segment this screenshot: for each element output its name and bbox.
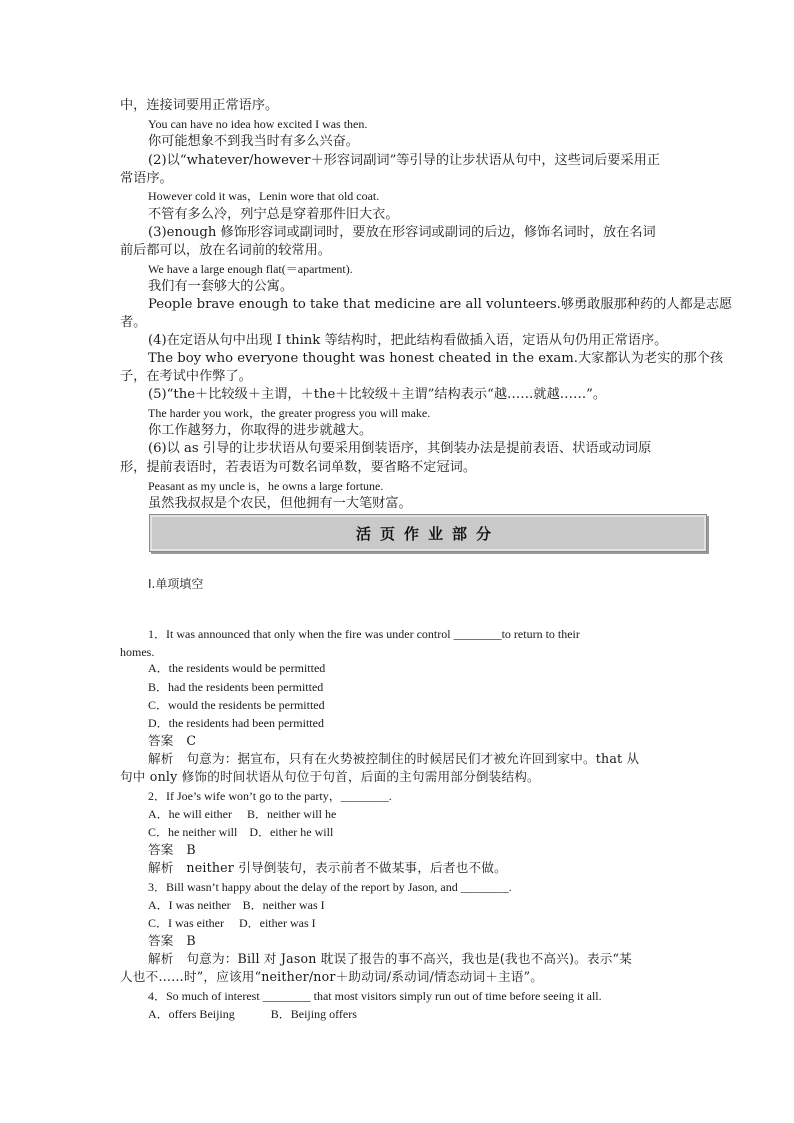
text-line: 我们有一套够大的公寓。	[148, 279, 294, 294]
text-line: 常语序。	[120, 171, 173, 186]
text-line: 前后都可以，放在名词前的较常用。	[120, 243, 331, 258]
text-line: C．I was either D．either was I	[148, 916, 316, 930]
text-line: 4．So much of interest ________ that most visitors simply run out of time before seeing it all.	[148, 989, 602, 1003]
text-line: 2．If Joe’s wife won’t go to the party，________.	[148, 789, 392, 803]
text-line: 解析 neither 引导倒装句，表示前者不做某事，后者也不做。	[148, 860, 507, 875]
text-line: C．would the residents be permitted	[148, 698, 325, 712]
text-line: (4)在定语从句中出现 I think 等结构时，把此结构看做插入语，定语从句仍用正常语序。	[148, 333, 668, 348]
text-line: D．the residents had been permitted	[148, 716, 324, 730]
text-line: 解析 句意为：据宣布，只有在火势被控制住的时候居民们才被允许回到家中。that 从	[148, 751, 640, 766]
text-line: 形，提前表语时，若表语为可数名词单数，要省略不定冠词。	[120, 460, 477, 475]
text-line: The harder you work，the greater progress you will make.	[148, 406, 431, 420]
text-line: However cold it was，Lenin wore that old coat.	[148, 189, 380, 203]
text-line: 者。	[120, 315, 147, 330]
text-line: 句中 only 修饰的时间状语从句位于句首，后面的主句需用部分倒装结构。	[120, 769, 540, 784]
text-line: 答案 C	[148, 733, 197, 748]
text-line: B．had the residents been permitted	[148, 680, 324, 694]
text-line: 解析 句意为：Bill 对 Jason 耽误了报告的事不高兴，我也是(我也不高兴)。表示“某	[148, 951, 632, 966]
text-line: C．he neither will D．either he will	[148, 825, 334, 839]
text-line: We have a large enough flat(＝apartment).	[148, 262, 353, 276]
text-line: 人也不……时”，应该用“neither/nor＋助动词/系动词/情态动词＋主语”。	[120, 969, 544, 984]
text-line: 你工作越努力，你取得的进步就越大。	[148, 423, 373, 438]
text-line: People brave enough to take that medicine are all volunteers.够勇敢服那种药的人都是志愿	[148, 297, 733, 312]
text-line: (2)以“whatever/however＋形容词副词”等引导的让步状语从句中，这些词后要采用正	[148, 153, 661, 168]
text-line: homes.	[120, 645, 155, 659]
text-line: 答案 B	[148, 933, 196, 948]
text-line: 3．Bill wasn’t happy about the delay of the report by Jason, and ________.	[148, 880, 512, 894]
text-line: Peasant as my uncle is，he owns a large fortune.	[148, 479, 384, 493]
text-line: 不管有多么冷，列宁总是穿着那件旧大衣。	[148, 207, 399, 222]
text-line: 子，在考试中作弊了。	[120, 369, 252, 384]
text-line: 你可能想象不到我当时有多么兴奋。	[148, 134, 359, 149]
text-line: You can have no idea how excited I was then.	[148, 117, 368, 131]
text-line: (3)enough 修饰形容词或副词时，要放在形容词或副词的后边，修饰名词时，放在名词	[148, 225, 656, 240]
text-line: 中，连接词要用正常语序。	[120, 98, 279, 113]
text-line: 虽然我叔叔是个农民，但他拥有一大笔财富。	[148, 496, 412, 511]
text-line: A．I was neither B．neither was I	[148, 898, 325, 912]
text-line: 答案 B	[148, 842, 196, 857]
text-line: The boy who everyone thought was honest cheated in the exam.大家都认为老实的那个孩	[148, 351, 724, 366]
text-line: A．the residents would be permitted	[148, 661, 326, 675]
text-line: A．offers Beijing B．Beijing offers	[148, 1007, 357, 1021]
text-line: A．he will either B．neither will he	[148, 807, 337, 821]
text-line: (5)“the＋比较级＋主谓，＋the＋比较级＋主谓”结构表示“越……就越……”。	[148, 387, 607, 402]
text-line: Ⅰ.单项填空	[148, 577, 204, 591]
section-banner-title: 活页作业部分	[355, 524, 500, 543]
section-banner	[149, 514, 707, 552]
text-line: (6)以 as 引导的让步状语从句要采用倒装语序，其倒装办法是提前表语、状语或动词原	[148, 441, 652, 456]
text-line: 1．It was announced that only when the fire was under control ________to return to their	[148, 627, 580, 641]
